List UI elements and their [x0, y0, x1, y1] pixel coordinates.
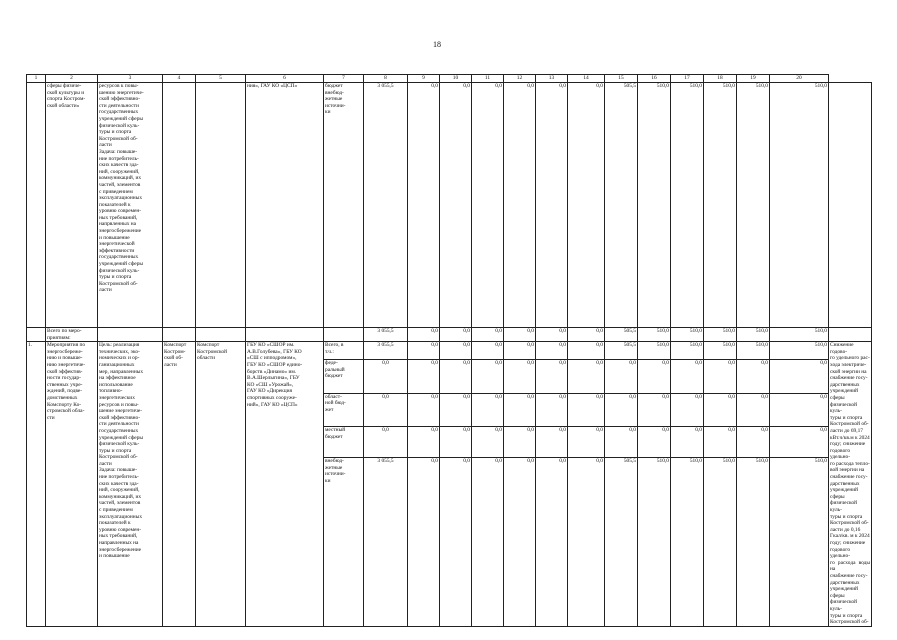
column-number: 14 [568, 75, 605, 83]
column-number: 4 [163, 75, 196, 83]
funding-value: 510,0 [704, 458, 737, 627]
funding-value: 0,0 [638, 393, 671, 426]
funding-value: 0,0 [472, 458, 504, 627]
funding-value: 0,0 [704, 393, 737, 426]
funding-value: 0,0 [536, 360, 568, 393]
total-value: 0,0 [536, 328, 568, 342]
funding-value: 510,0 [737, 342, 770, 360]
funding-source: Всего, в т.ч.: [324, 342, 364, 360]
funding-value: 510,0 [770, 458, 829, 627]
funding-value: 0,0 [704, 427, 737, 458]
funding-value: 0,0 [737, 427, 770, 458]
funding-value: 0,0 [408, 342, 440, 360]
funding-value: 505,5 [605, 342, 638, 360]
continuation-value: 0,0 [440, 83, 472, 328]
funding-value: 0,0 [504, 342, 536, 360]
item-expected-result: Снижение годово- го удельного рас- хода электриче- ской энергии на снабжение госу- дарственных учреждений сферы физической куль- туры и спорта Костромской об- ласти до 69,17 кВт.ч/кв.м к 2024 году; снижение годового удельно- го расхода тепло- вой энергии на снабжение госу- дарственных учреждений сферы физической куль- туры и спорта Костромской об- ласти до 0,16 Гкал/кв. м к 2024 году; снижение годового удельно- го расхода воды на снабжение госу- дарственных учреждений сферы физической куль- туры и спорта Костромской об- [830, 342, 870, 626]
funding-value: 510,0 [704, 342, 737, 360]
continuation-value: 510,0 [737, 83, 770, 328]
funding-source: област- ной бюд- жет [324, 393, 364, 426]
funding-value: 0,0 [440, 458, 472, 627]
funding-value: 0,0 [568, 427, 605, 458]
funding-source: местный бюджет [324, 427, 364, 458]
continuation-value: 510,0 [704, 83, 737, 328]
column-number: 17 [671, 75, 704, 83]
item-number: 1. [27, 342, 46, 627]
continuation-executors: ния», ГАУ КО «ЦСП» [246, 83, 324, 328]
total-value: 510,0 [770, 328, 829, 342]
funding-value: 0,0 [770, 393, 829, 426]
column-number-row [27, 75, 872, 83]
funding-value: 0,0 [605, 393, 638, 426]
funding-value: 0,0 [770, 427, 829, 458]
item-responsible: Комспорт Костромской области [196, 342, 246, 627]
column-number: 2 [46, 75, 98, 83]
funding-value: 0,0 [440, 427, 472, 458]
total-row [27, 328, 872, 342]
funding-value: 0,0 [364, 393, 408, 426]
total-label: Всего по меро- приятиям: [46, 328, 98, 342]
funding-value: 0,0 [568, 342, 605, 360]
funding-value: 0,0 [568, 458, 605, 627]
funding-value: 0,0 [671, 393, 704, 426]
funding-value: 0,0 [568, 393, 605, 426]
funding-value: 0,0 [671, 427, 704, 458]
continuation-value: 510,0 [770, 83, 829, 328]
column-number: 5 [196, 75, 246, 83]
funding-value: 0,0 [638, 360, 671, 393]
continuation-value: 0,0 [504, 83, 536, 328]
item-activity: Мероприятия по энергосбереже- нию и повыше- нию энергетиче- ской эффектив- ности государ- ственных учре- ждений, подве- домственных Комспорту Ко- стромской обла- сти [46, 342, 98, 627]
column-number: 3 [98, 75, 163, 83]
continuation-value: 0,0 [568, 83, 605, 328]
funding-value: 0,0 [504, 360, 536, 393]
continuation-goal: ресурсов к повы- шению энергетиче- ской эффективно- сти деятельности государственных учреждений сферы физической куль- туры и спорта Костромской об- ласти Задача: повыше- ние потребитель- ских качеств зда- ний, сооружений, коммуникаций, их частей, элементов с приведением эксплуатационных показателей к уровню современ- ных требований, напрвленных на энергосбережение и повышение энергетической эффективности государственных учреждений сферы физической куль- туры и спорта Костромской об- ласти [98, 83, 163, 328]
program-table [26, 74, 872, 627]
funding-value: 0,0 [536, 458, 568, 627]
continuation-source [324, 83, 364, 328]
funding-value: 0,0 [472, 360, 504, 393]
column-number: 10 [440, 75, 472, 83]
total-value: 0,0 [408, 328, 440, 342]
funding-value: 0,0 [638, 427, 671, 458]
funding-value: 510,0 [671, 458, 704, 627]
funding-source: внебюд- жетные источни- ки [324, 458, 364, 627]
funding-value: 0,0 [737, 360, 770, 393]
continuation-value: 0,0 [408, 83, 440, 328]
total-value: 0,0 [504, 328, 536, 342]
funding-value: 510,0 [638, 342, 671, 360]
total-value: 0,0 [440, 328, 472, 342]
column-number: 20 [770, 75, 829, 83]
continuation-value: 510,0 [638, 83, 671, 328]
column-number: 8 [364, 75, 408, 83]
funding-value: 0,0 [408, 393, 440, 426]
continuation-value: 3 055,5 [364, 83, 408, 328]
page-number: 18 [433, 40, 441, 49]
funding-value: 0,0 [408, 458, 440, 627]
funding-value: 0,0 [536, 427, 568, 458]
column-number: 18 [704, 75, 737, 83]
continuation-value: 0,0 [536, 83, 568, 328]
funding-value: 510,0 [671, 342, 704, 360]
item-row [27, 342, 872, 360]
total-value: 0,0 [472, 328, 504, 342]
funding-value: 0,0 [536, 342, 568, 360]
funding-value: 0,0 [472, 427, 504, 458]
funding-value: 0,0 [605, 427, 638, 458]
funding-value: 3 055,5 [364, 342, 408, 360]
funding-value: 510,0 [737, 458, 770, 627]
funding-value: 0,0 [440, 360, 472, 393]
funding-value: 0,0 [440, 342, 472, 360]
funding-value: 510,0 [638, 458, 671, 627]
continuation-source-label: внебюд- жетные источни- ки [325, 89, 346, 116]
funding-value: 0,0 [440, 393, 472, 426]
total-value: 510,0 [704, 328, 737, 342]
funding-value: 0,0 [472, 393, 504, 426]
total-value: 3 055,5 [364, 328, 408, 342]
column-number: 1 [27, 75, 46, 83]
item-goal: Цель: реализация технических, эко- номических и ор- ганизационных мер, направленных на эффективное использование топливно- энергетических ресурсов и повы- шение энергетиче- ской эффективно- сти деятельности государственных учреждений сферы физической куль- туры и спорта Костромской об- ласти Задача: повыше- ние потребитель- ских качеств зда- ний, сооружений, коммуникаций, их частей, элементов с приведением эксплуатационных показателей к уровню современ- ных требований, направленных на энергосбережение и повышение [98, 342, 163, 627]
continuation-source-top: бюджет [325, 83, 343, 89]
column-number: 6 [246, 75, 324, 83]
funding-value: 0,0 [704, 360, 737, 393]
total-value: 510,0 [638, 328, 671, 342]
funding-value: 0,0 [568, 360, 605, 393]
funding-value: 0,0 [364, 427, 408, 458]
column-number: 11 [472, 75, 504, 83]
funding-value: 0,0 [408, 427, 440, 458]
funding-value: 0,0 [671, 360, 704, 393]
funding-value: 0,0 [536, 393, 568, 426]
funding-value: 0,0 [504, 393, 536, 426]
funding-value: 0,0 [770, 360, 829, 393]
funding-value: 0,0 [737, 393, 770, 426]
funding-value: 3 055,5 [364, 458, 408, 627]
column-number: 9 [408, 75, 440, 83]
column-number: 7 [324, 75, 364, 83]
funding-value: 0,0 [504, 458, 536, 627]
continuation-value: 505,5 [605, 83, 638, 328]
total-value: 0,0 [568, 328, 605, 342]
column-number: 16 [638, 75, 671, 83]
funding-value: 505,5 [605, 458, 638, 627]
continuation-activity: сферы физиче- ской культуры и спорта Костром- ской области» [46, 83, 98, 328]
total-value: 505,5 [605, 328, 638, 342]
item-coordinator: Комспорт Костром- ской об- ласти [163, 342, 196, 627]
column-number: 19 [737, 75, 770, 83]
column-number: 15 [605, 75, 638, 83]
item-executors: ГБУ КО «СШОР им. А.В.Голубева», ГБУ КО «СШ с ипподромом», ГБУ КО «СШОР едино- борств «Динамо» им. В.А.Шерлыгина», ГБУ КО «СШ «Урожай», ГАУ КО «Дирекция спортивных сооруже- ний», ГАУ КО «ЦСП» [246, 342, 324, 627]
continuation-row [27, 83, 872, 328]
column-number: 12 [504, 75, 536, 83]
column-number: 13 [536, 75, 568, 83]
funding-source: феде- ральный бюджет [324, 360, 364, 393]
funding-value: 0,0 [472, 342, 504, 360]
funding-value: 510,0 [770, 342, 829, 360]
continuation-value: 510,0 [671, 83, 704, 328]
total-value: 510,0 [737, 328, 770, 342]
continuation-value: 0,0 [472, 83, 504, 328]
funding-value: 0,0 [605, 360, 638, 393]
funding-value: 0,0 [504, 427, 536, 458]
funding-value: 0,0 [408, 360, 440, 393]
funding-value: 0,0 [364, 360, 408, 393]
total-value: 510,0 [671, 328, 704, 342]
